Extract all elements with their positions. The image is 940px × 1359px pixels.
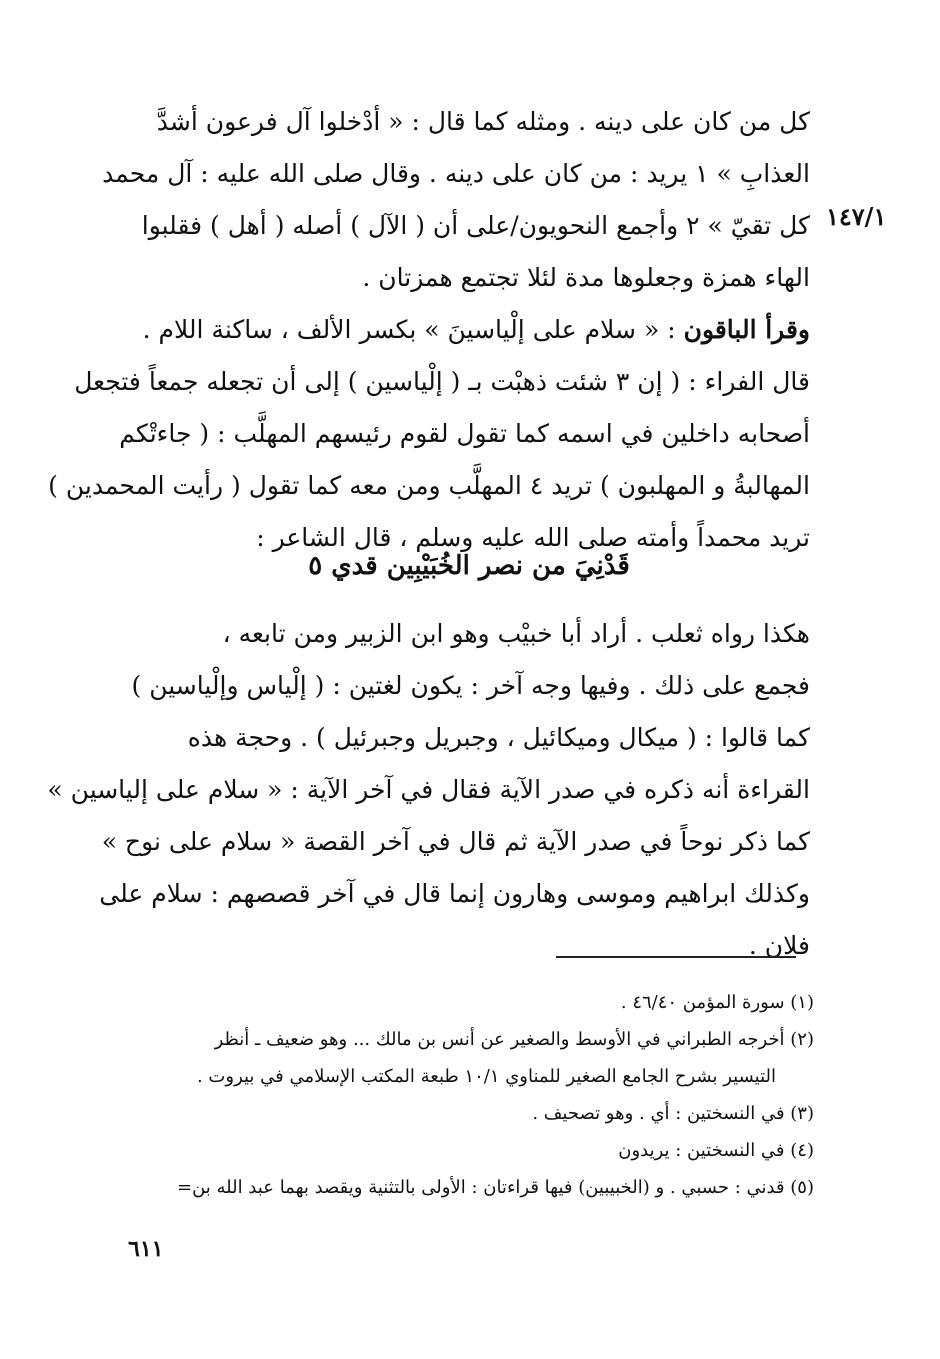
text-line: القراءة أنه ذكره في صدر الآية فقال في آخر الآية : « سلام على إلياسين » bbox=[47, 775, 810, 804]
paragraph-1 bbox=[102, 96, 810, 304]
footnote: (٤) في النسختين : يريدون bbox=[618, 1140, 814, 1161]
footnote-continuation: التيسير بشرح الجامع الصغير للمناوي ١٠/١ طبعة المكتب الإسلامي في بيروت . bbox=[196, 1066, 776, 1087]
page-number: ٦١١ bbox=[128, 1236, 164, 1262]
margin-reference: ١٤٧/١ bbox=[826, 202, 887, 231]
text-line: كل تقيّ » ٢ وأجمع النحويون/على أن ( الآل ) أصله ( أهل ) فقلبوا bbox=[141, 211, 810, 240]
text-line: هكذا رواه ثعلب . أراد أبا خبيْب وهو ابن الزبير ومن تابعه ، bbox=[222, 619, 810, 648]
text-line: فجمع على ذلك . وفيها وجه آخر : يكون لغتين : ( إلْياس وإلْياسين ) bbox=[131, 671, 810, 700]
paragraph-3 bbox=[47, 608, 810, 972]
poetry-verse: قَدْنِيَ من نصر الخُبَيْبِين قدي ٥ bbox=[308, 551, 630, 581]
text-line: أصحابه داخلين في اسمه كما تقول لقوم رئيسهم المهلَّب : ( جاءتْكم bbox=[119, 419, 810, 448]
main-text bbox=[102, 96, 810, 304]
footnote: (٥) قدني : حسبي . و (الخبيبين) فيها قراءتان : الأولى بالتثنية ويقصد بهما عبد الله بن= bbox=[177, 1177, 814, 1198]
text-line: كل من كان على دينه . ومثله كما قال : « أدْخلوا آل فرعون أشدَّ bbox=[156, 107, 810, 136]
footnote: (١) سورة المؤمن ٤٦/٤٠ . bbox=[620, 992, 814, 1013]
text-line bbox=[128, 304, 810, 356]
footnotes bbox=[116, 984, 814, 1206]
paragraph-2 bbox=[48, 304, 810, 564]
footnote: (٢) أخرجه الطبراني في الأوسط والصغير عن أنس بن مالك ... وهو ضعيف ـ أنظر bbox=[214, 1029, 814, 1050]
text-line-rest: : « سلام على إلْياسينَ » بكسر الألف ، ساكنة اللام . bbox=[142, 315, 684, 344]
text-line: فلان . bbox=[748, 931, 810, 960]
text-line: وكذلك ابراهيم وموسى وهارون إنما قال في آخر قصصهم : سلام على bbox=[99, 879, 810, 908]
text-line: تريد محمداً وأمته صلى الله عليه وسلم ، قال الشاعر : bbox=[256, 523, 810, 552]
text-line: الهاء همزة وجعلوها مدة لئلا تجتمع همزتان . bbox=[362, 263, 810, 292]
footnote: (٣) في النسختين : أي . وهو تصحيف . bbox=[532, 1103, 814, 1124]
text-line: كما ذكر نوحاً في صدر الآية ثم قال في آخر القصة « سلام على نوح » bbox=[101, 827, 810, 856]
text-line: قال الفراء : ( إن ٣ شئت ذهبْت بـ ( إلْياسين ) إلى أن تجعله جمعاً فتجعل bbox=[74, 367, 810, 396]
text-line: كما قالوا : ( ميكال وميكائيل ، وجبريل وجبرئيل ) . وحجة هذه bbox=[187, 723, 810, 752]
bold-lead: وقرأ الباقون bbox=[683, 315, 810, 344]
text-line: المهالبةُ و المهلبون ) تريد ٤ المهلَّب ومن معه كما تقول ( رأيت المحمدين ) bbox=[48, 471, 810, 500]
footnote-divider bbox=[556, 956, 796, 958]
text-line: العذابِ » ١ يريد : من كان على دينه . وقال صلى الله عليه : آل محمد bbox=[102, 159, 810, 188]
